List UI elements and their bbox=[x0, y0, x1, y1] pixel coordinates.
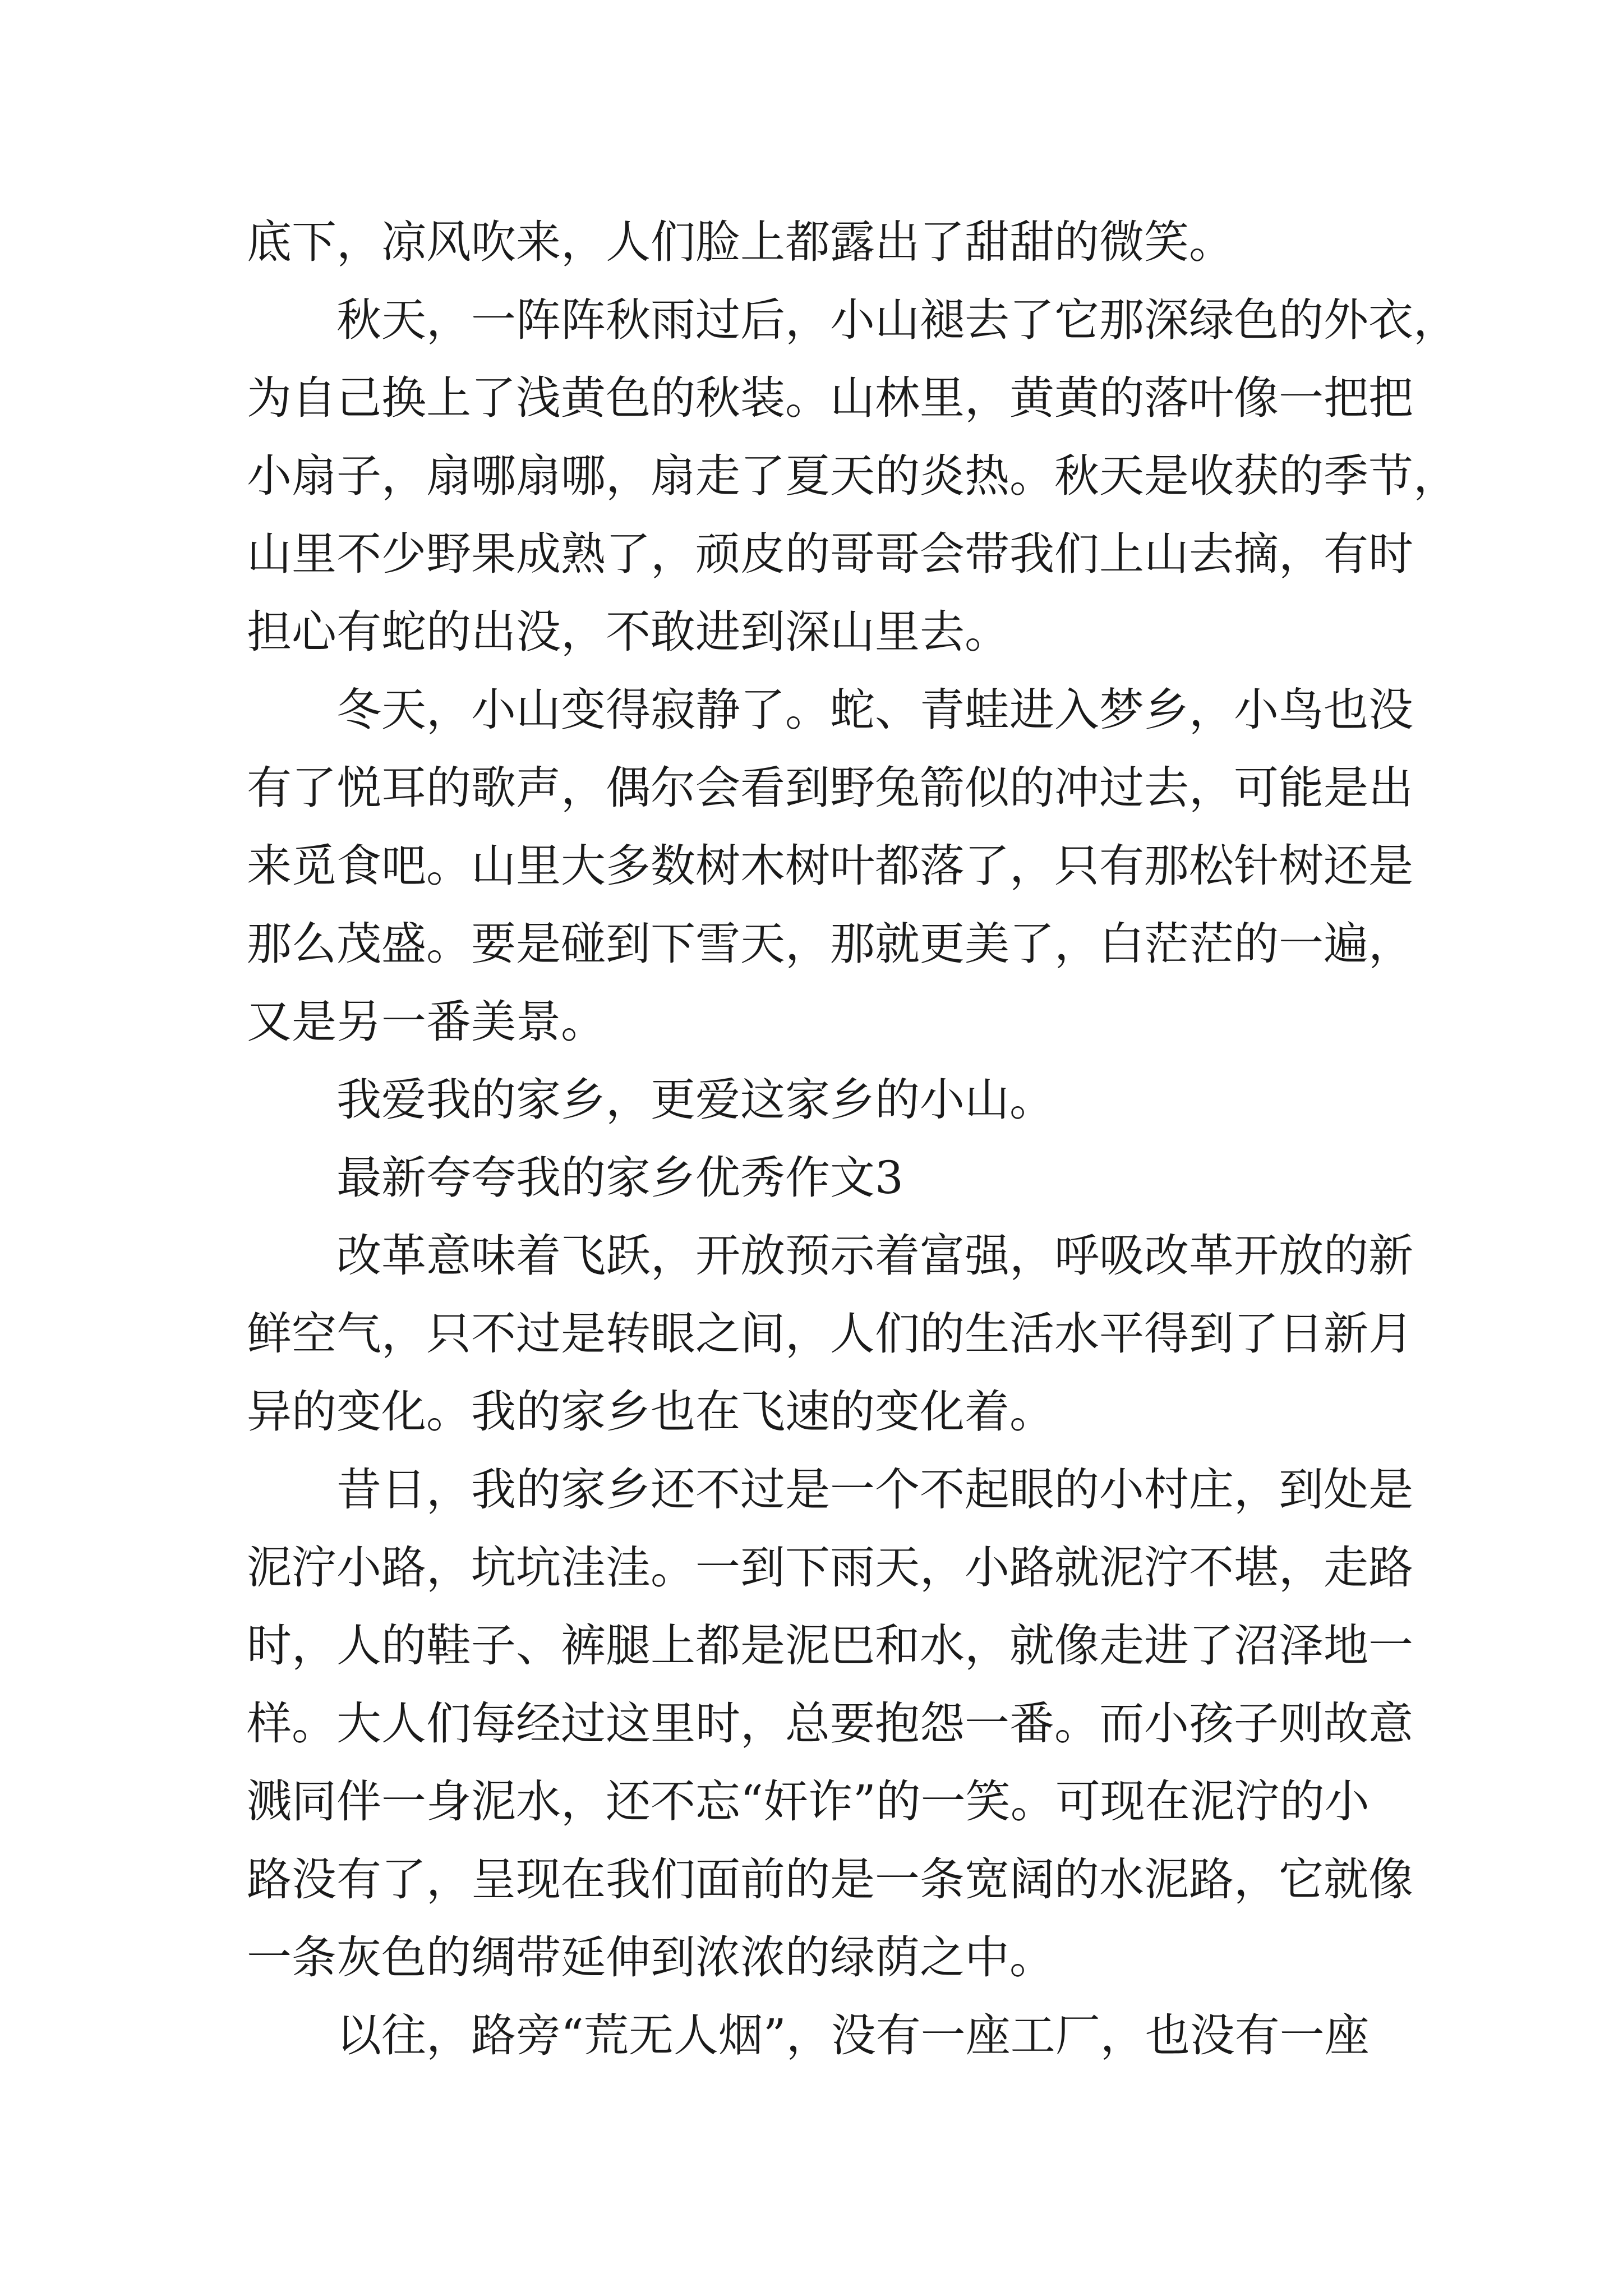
text-line: 那么茂盛。要是碰到下雪天，那就更美了，白茫茫的一遍， bbox=[247, 918, 1413, 970]
text-line: 以往，路旁“荒无人烟”，没有一座工厂，也没有一座 bbox=[336, 2009, 1370, 2062]
text-line: 路没有了，呈现在我们面前的是一条宽阔的水泥路，它就像 bbox=[247, 1853, 1413, 1906]
text-line: 小扇子，扇哪扇哪，扇走了夏天的炎热。秋天是收获的季节， bbox=[247, 450, 1458, 502]
section-heading: 最新夸夸我的家乡优秀作文3 bbox=[336, 1152, 903, 1204]
text-line: 来觅食吧。山里大多数树木树叶都落了，只有那松针树还是 bbox=[247, 840, 1413, 892]
text-line: 时，人的鞋子、裤腿上都是泥巴和水，就像走进了沼泽地一 bbox=[247, 1619, 1413, 1672]
text-line: 改革意味着飞跃，开放预示着富强，呼吸改革开放的新 bbox=[336, 1230, 1413, 1282]
text-line: 又是另一番美景。 bbox=[247, 996, 606, 1048]
text-line: 溅同伴一身泥水，还不忘“奸诈”的一笑。可现在泥泞的小 bbox=[247, 1775, 1370, 1828]
text-line: 担心有蛇的出没，不敢进到深山里去。 bbox=[247, 606, 1009, 658]
text-line: 底下，凉风吹来，人们脸上都露出了甜甜的微笑。 bbox=[247, 216, 1234, 268]
text-line: 为自己换上了浅黄色的秋装。山林里，黄黄的落叶像一把把 bbox=[247, 372, 1413, 424]
text-line: 秋天，一阵阵秋雨过后，小山褪去了它那深绿色的外衣， bbox=[336, 294, 1458, 346]
text-line: 有了悦耳的歌声，偶尔会看到野兔箭似的冲过去，可能是出 bbox=[247, 762, 1413, 814]
text-line: 冬天，小山变得寂静了。蛇、青蛙进入梦乡，小鸟也没 bbox=[336, 684, 1413, 736]
text-line: 泥泞小路，坑坑洼洼。一到下雨天，小路就泥泞不堪，走路 bbox=[247, 1542, 1413, 1594]
text-line: 样。大人们每经过这里时，总要抱怨一番。而小孩子则故意 bbox=[247, 1697, 1413, 1750]
document-body bbox=[247, 203, 1458, 2074]
text-line: 山里不少野果成熟了，顽皮的哥哥会带我们上山去摘，有时 bbox=[247, 528, 1413, 580]
text-line: 异的变化。我的家乡也在飞速的变化着。 bbox=[247, 1386, 1054, 1438]
text-line: 昔日，我的家乡还不过是一个不起眼的小村庄，到处是 bbox=[336, 1464, 1413, 1516]
text-line: 我爱我的家乡，更爱这家乡的小山。 bbox=[336, 1074, 1054, 1126]
text-line: 鲜空气，只不过是转眼之间，人们的生活水平得到了日新月 bbox=[247, 1308, 1413, 1360]
text-line: 一条灰色的绸带延伸到浓浓的绿荫之中。 bbox=[247, 1931, 1054, 1984]
